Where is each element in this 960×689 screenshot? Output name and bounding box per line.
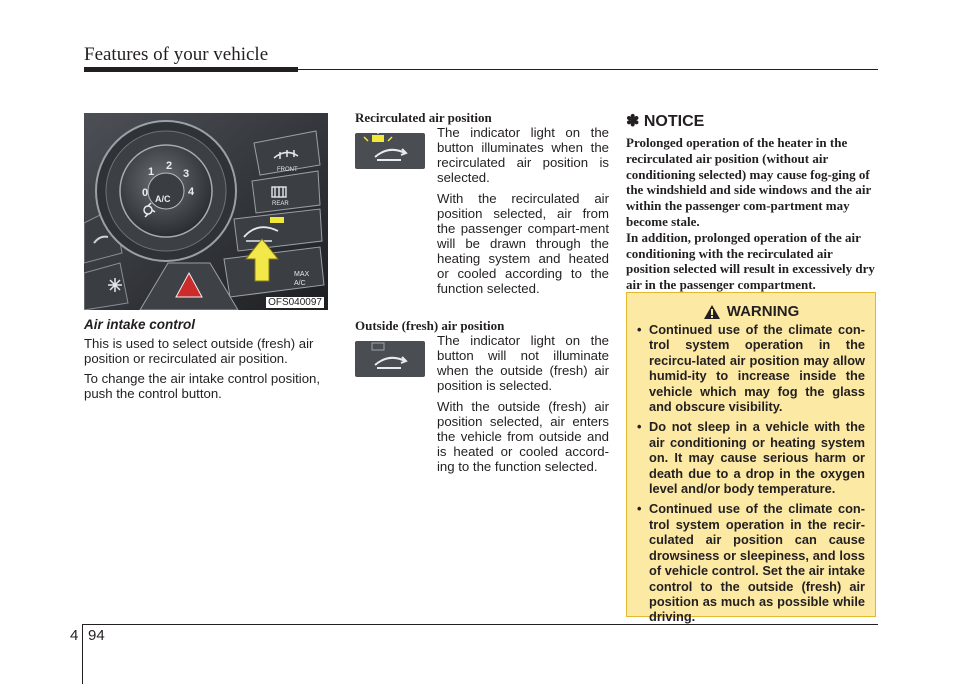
climate-panel-figure	[84, 113, 328, 310]
air-position-section	[355, 110, 607, 480]
air-intake-para-1: This is used to select outside (fresh) air position or recirculated air position.	[84, 336, 314, 366]
header-rule	[298, 69, 878, 70]
footer-rule	[82, 624, 878, 625]
warning-title: WARNING	[726, 303, 800, 320]
notice-box	[626, 111, 878, 293]
recirculated-para-1: The indicator light on the button illuminates when the recirculated air position is selected.	[437, 125, 609, 185]
outside-para-1: The indicator light on the button will not illuminate when the outside (fresh) air position is selected.	[437, 333, 609, 393]
outside-indicator-icon	[355, 341, 425, 377]
notice-para-2: In addition, prolonged operation of the air conditioning with the recirculated air position selected will result in excessively dry air in the passenger compartment.	[626, 229, 875, 293]
air-intake-heading: Air intake control	[84, 317, 196, 332]
page-header-title: Features of your vehicle	[84, 44, 269, 65]
climate-panel-illustration	[84, 113, 328, 310]
chapter-number: 4	[70, 627, 79, 644]
recirculated-para-2: With the recirculated air position selected, air from the passenger compart-ment will be drawn through the heating system and heated or cooled according to the function selected.	[437, 191, 609, 296]
max-label: MAX	[294, 271, 310, 278]
ac-snowflake-icon	[108, 278, 122, 292]
footer-divider	[82, 624, 83, 684]
notice-title: ✽ NOTICE	[626, 113, 705, 130]
warning-item-2: • Do not sleep in a vehicle with the air conditioning or heating system on. It may cause serious harm or death due to a drop in the oxygen level and/or body temperature.	[637, 419, 865, 496]
knob-center-label: A/C	[155, 194, 171, 204]
recirculated-heading: Recirculated air position	[355, 110, 492, 125]
warning-triangle-icon	[703, 304, 721, 320]
outside-heading: Outside (fresh) air position	[355, 318, 505, 333]
warning-box	[626, 292, 876, 625]
rear-label: REAR	[272, 201, 289, 207]
outside-para-2: With the outside (fresh) air position selected, air enters the vehicle from outside and is heated or cooled accord-ing to the function selected.	[437, 399, 609, 474]
knob-label-4: 4	[188, 186, 195, 198]
air-intake-section	[84, 317, 336, 406]
header-bar	[84, 67, 298, 72]
knob-label-3: 3	[183, 168, 190, 180]
max-ac-label: A/C	[294, 280, 306, 287]
knob-label-2: 2	[166, 160, 173, 172]
warning-item-1: • Continued use of the climate con-trol system operation in the recircu-lated air position may allow humid-ity to increase inside the vehicle which may fog the glass and obscure visibility.	[637, 322, 865, 414]
knob-label-0: 0	[142, 187, 149, 199]
warning-header	[627, 303, 875, 320]
recirculated-indicator-icon	[355, 133, 425, 169]
air-intake-para-2: To change the air intake control position, push the control button.	[84, 371, 321, 401]
outside-row	[437, 333, 609, 474]
page-number: 94	[88, 627, 105, 644]
warning-list	[627, 322, 875, 625]
indicator-light	[270, 217, 284, 223]
knob-label-1: 1	[148, 166, 155, 178]
front-label: FRONT	[277, 167, 298, 173]
recirculated-row	[437, 125, 609, 296]
warning-item-3: • Continued use of the climate con-trol system operation in the recir-culated air position can cause drowsiness or sleepiness, and loss of vehicle control. Set the air intake control to the outside (fresh) air position as much as possible while driving.	[637, 501, 865, 624]
figure-code: OFS040097	[268, 297, 322, 308]
notice-para-1: Prolonged operation of the heater in the recirculated air position (without air conditioning selected) may cause fog-ging of the windshield and side windows and the air within the passenger com-partment may become stale.	[626, 135, 872, 229]
